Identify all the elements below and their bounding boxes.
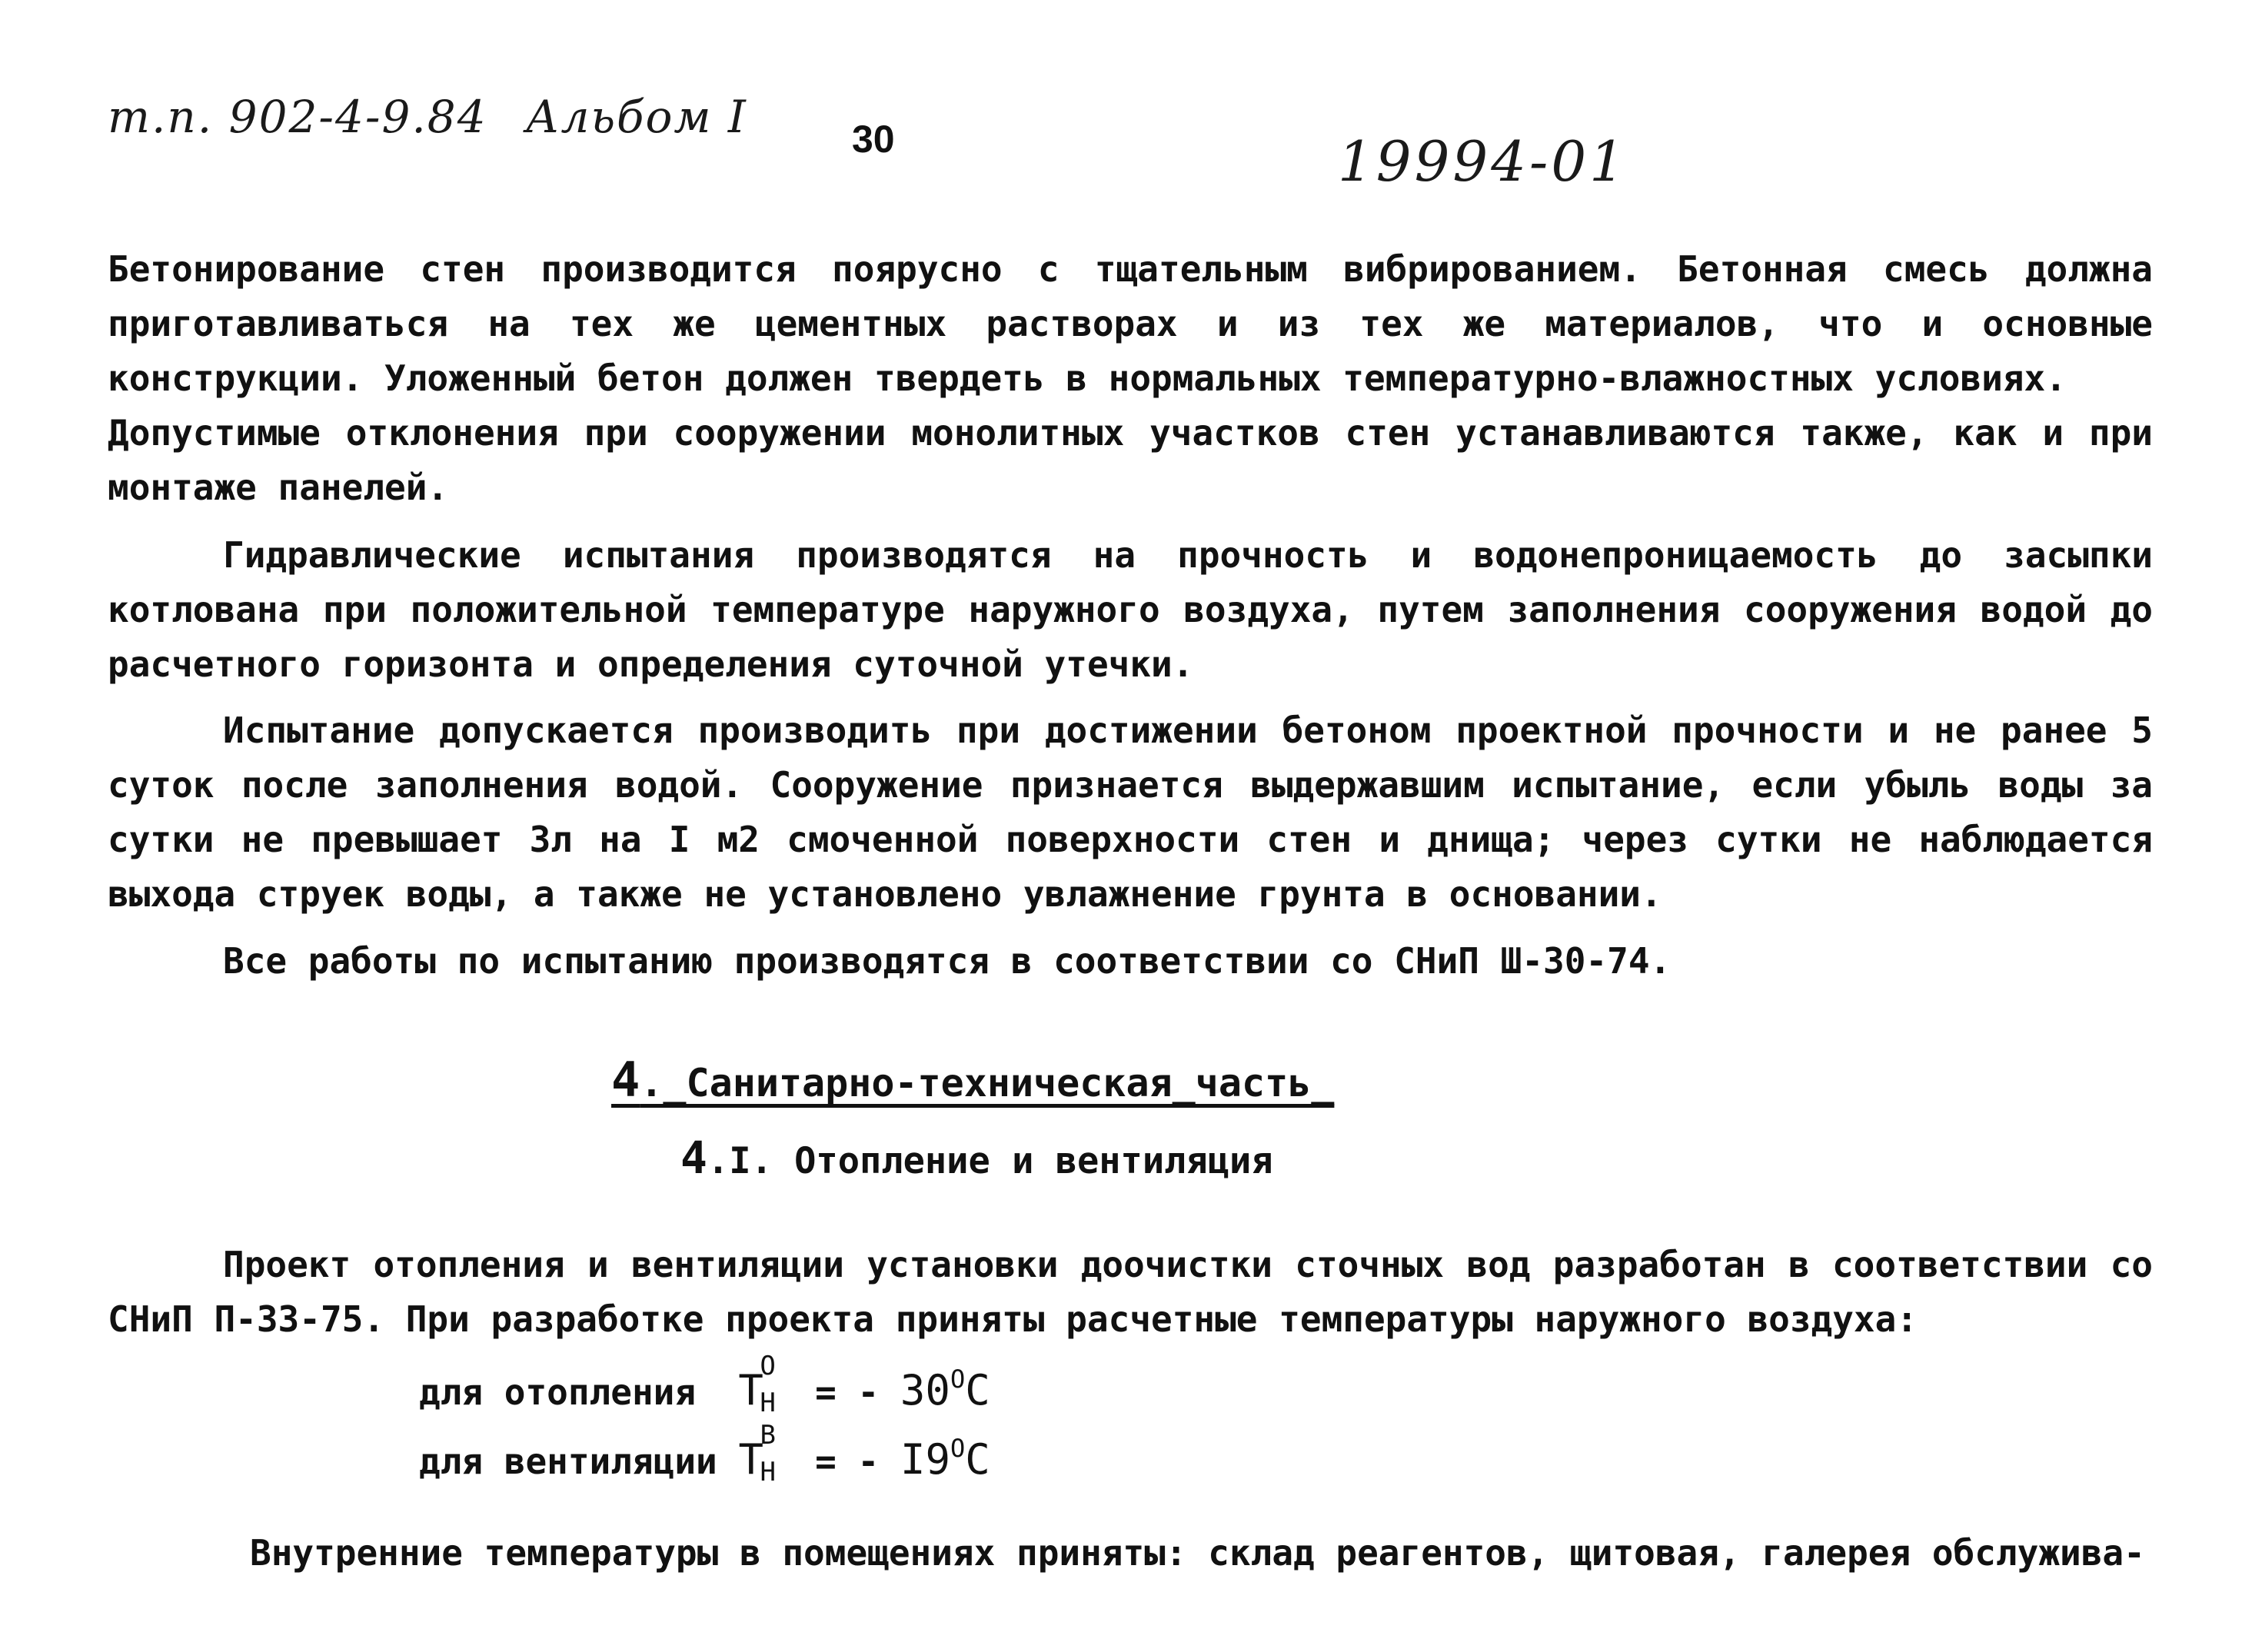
formula-heating-temperature [419, 1351, 990, 1418]
formula-equals: = - [815, 1441, 880, 1482]
paragraph-text: Гидравлические испытания производятся на прочность и водонепроницаемость до засыпки котлована при положительной температуре наружного воздуха, путем заполнения сооружения водой до расчетного горизонта и определения суточной утечки. [108, 534, 2153, 685]
formula-equals: = - [815, 1371, 880, 1413]
temperature-unit: C [965, 1366, 990, 1414]
paragraph-text: Внутренние температуры в помещениях приняты: склад реагентов, щитовая, галерея обслужива- [250, 1532, 2145, 1574]
page-number: 30 [852, 118, 895, 161]
temperature-symbol [738, 1351, 783, 1418]
degree-mark: O [950, 1364, 966, 1394]
paragraph-concreting [108, 242, 2153, 515]
document-code [108, 91, 747, 143]
symbol-letter: T [738, 1366, 763, 1414]
paragraph-text: Допустимые отклонения при сооружении монолитных участков стен устанавливаются также, как и при монтаже панелей. [108, 412, 2153, 508]
paragraph-snip-reference [108, 934, 2153, 989]
formula-label: для вентиляции [419, 1441, 717, 1482]
formula-label: для отопления [419, 1371, 697, 1413]
temperature-value: I9 [900, 1435, 950, 1484]
symbol-subscript: Н [760, 1388, 776, 1418]
section-number: 4 [611, 1052, 640, 1108]
paragraph-text: Проект отопления и вентиляции установки доочистки сточных вод разработан в соответствии со СНиП П-33-75. При разработке проекта приняты расчетные температуры наружного воздуха: [108, 1244, 2153, 1340]
subsection-heading [680, 1132, 1273, 1184]
sheet-code: 19994-01 [1338, 129, 1628, 194]
subsection-number: 4 [680, 1132, 707, 1184]
paragraph-text: Испытание допускается производить при достижении бетоном проектной прочности и не ранее 5 суток после заполнения водой. Сооружение признается выдержавшим испытание, если убыль воды за сутки не превышает 3л на I м2 смоченной поверхности стен и днища; через сутки не наблюдается выхода струек воды, а также не установлено увлажнение грунта в основании. [108, 710, 2153, 915]
paragraph-hydraulic-tests [108, 528, 2153, 692]
paragraph-test-conditions [108, 703, 2153, 922]
temperature-unit: C [965, 1435, 990, 1484]
symbol-superscript: B [760, 1420, 776, 1451]
temperature-value: 30 [900, 1366, 950, 1414]
formula-value [900, 1366, 990, 1414]
symbol-subscript: Н [760, 1457, 776, 1487]
temperature-symbol [738, 1420, 783, 1487]
symbol-superscript: O [760, 1351, 776, 1381]
formula-ventilation-temperature [419, 1420, 990, 1487]
paragraph-heating-project [108, 1238, 2153, 1347]
paragraph-text: Все работы по испытанию производятся в соответствии со СНиП Ш-30-74. [223, 940, 1672, 982]
formula-value [900, 1435, 990, 1484]
doc-code-text: т.п. 902-4-9.84 [108, 91, 487, 143]
symbol-letter: T [738, 1435, 763, 1484]
degree-mark: O [950, 1434, 966, 1463]
album-text: Альбом I [525, 91, 747, 143]
paragraph-indoor-temperatures [250, 1526, 2153, 1581]
subsection-title-text: .I. Отопление и вентиляция [707, 1140, 1273, 1182]
section-title-text: ._Санитарно-техническая_часть_ [640, 1061, 1335, 1105]
paragraph-text: Бетонирование стен производится поярусно с тщательным вибрированием. Бетонная смесь должна приготавливаться на тех же цементных растворах и из тех же материалов, что и основные конструкции. Уложенный бетон должен твердеть в нормальных температурно-влажностных условиях. [108, 248, 2153, 399]
section-heading [611, 1052, 1334, 1108]
